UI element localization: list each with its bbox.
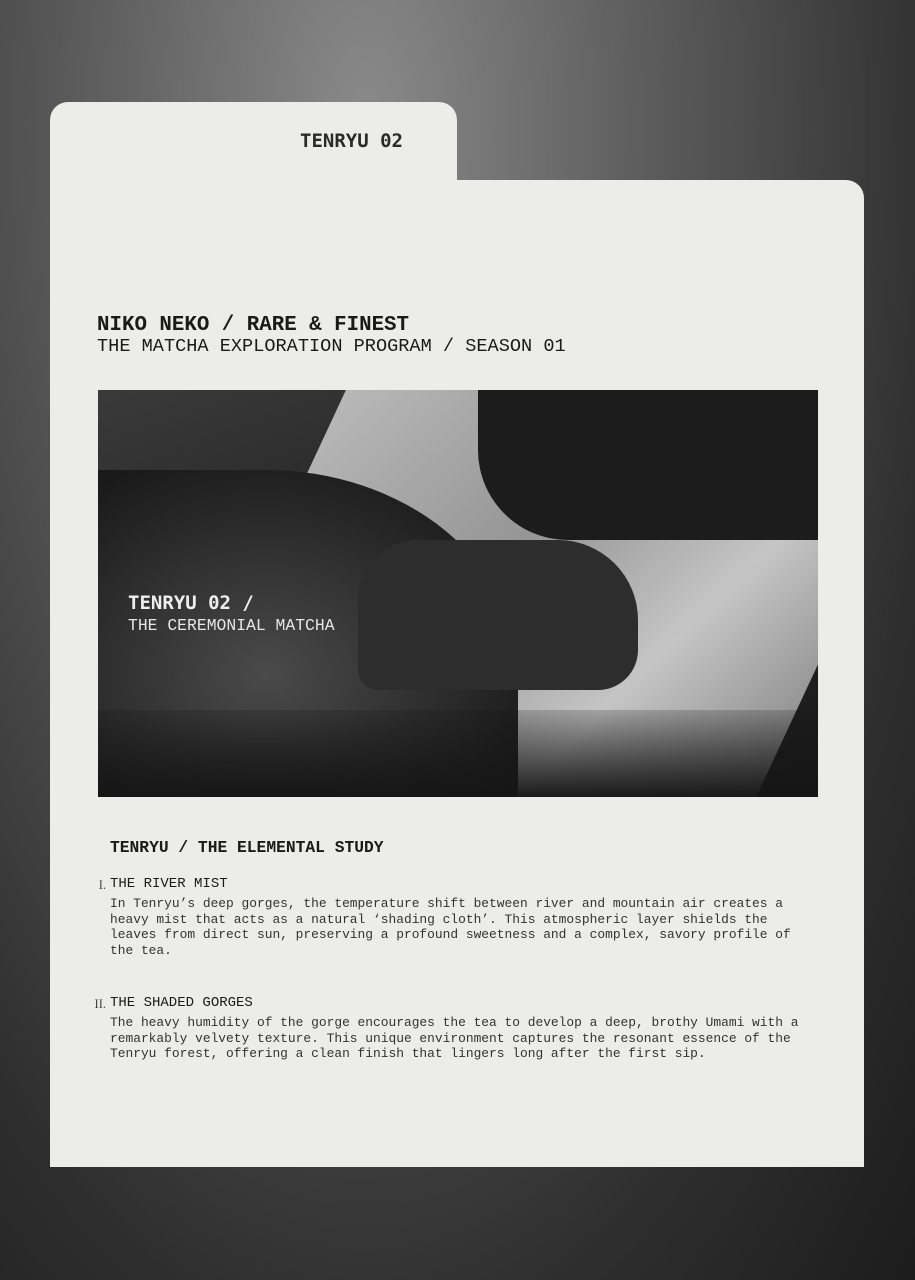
rock (478, 390, 818, 540)
tab-title: TENRYU 02 (300, 130, 403, 152)
photo-subtitle: THE CEREMONIAL MATCHA (128, 616, 335, 635)
item-body: The heavy humidity of the gorge encourages the tea to develop a deep, brothy Umami with a remarkably velvety texture. This unique environment captures the resonant essence of the Tenryu forest, offering a clean finish that lingers long after the first sip. (110, 1015, 799, 1062)
brand-title: NIKO NEKO / RARE & FINEST (97, 314, 410, 337)
program-subtitle: THE MATCHA EXPLORATION PROGRAM / SEASON 01 (97, 336, 566, 357)
item-title: THE SHADED GORGES (110, 995, 253, 1011)
item-title: THE RIVER MIST (110, 876, 228, 892)
item-body: In Tenryu’s deep gorges, the temperature shift between river and mountain air creates a heavy mist that acts as a natural ‘shading cloth’. This atmospheric layer shields the leaves from direct sun, preserving a profound sweetness and a complex, savory profile of the tea. (110, 896, 791, 958)
study-item (94, 995, 810, 1062)
river-photo (98, 390, 818, 797)
section-title: TENRYU / THE ELEMENTAL STUDY (110, 838, 384, 857)
foreground (98, 710, 818, 797)
photo-title: TENRYU 02 / (128, 592, 254, 614)
rock (358, 540, 638, 690)
item-numeral: I. (98, 878, 106, 892)
study-item (98, 876, 810, 958)
item-numeral: II. (94, 997, 106, 1011)
